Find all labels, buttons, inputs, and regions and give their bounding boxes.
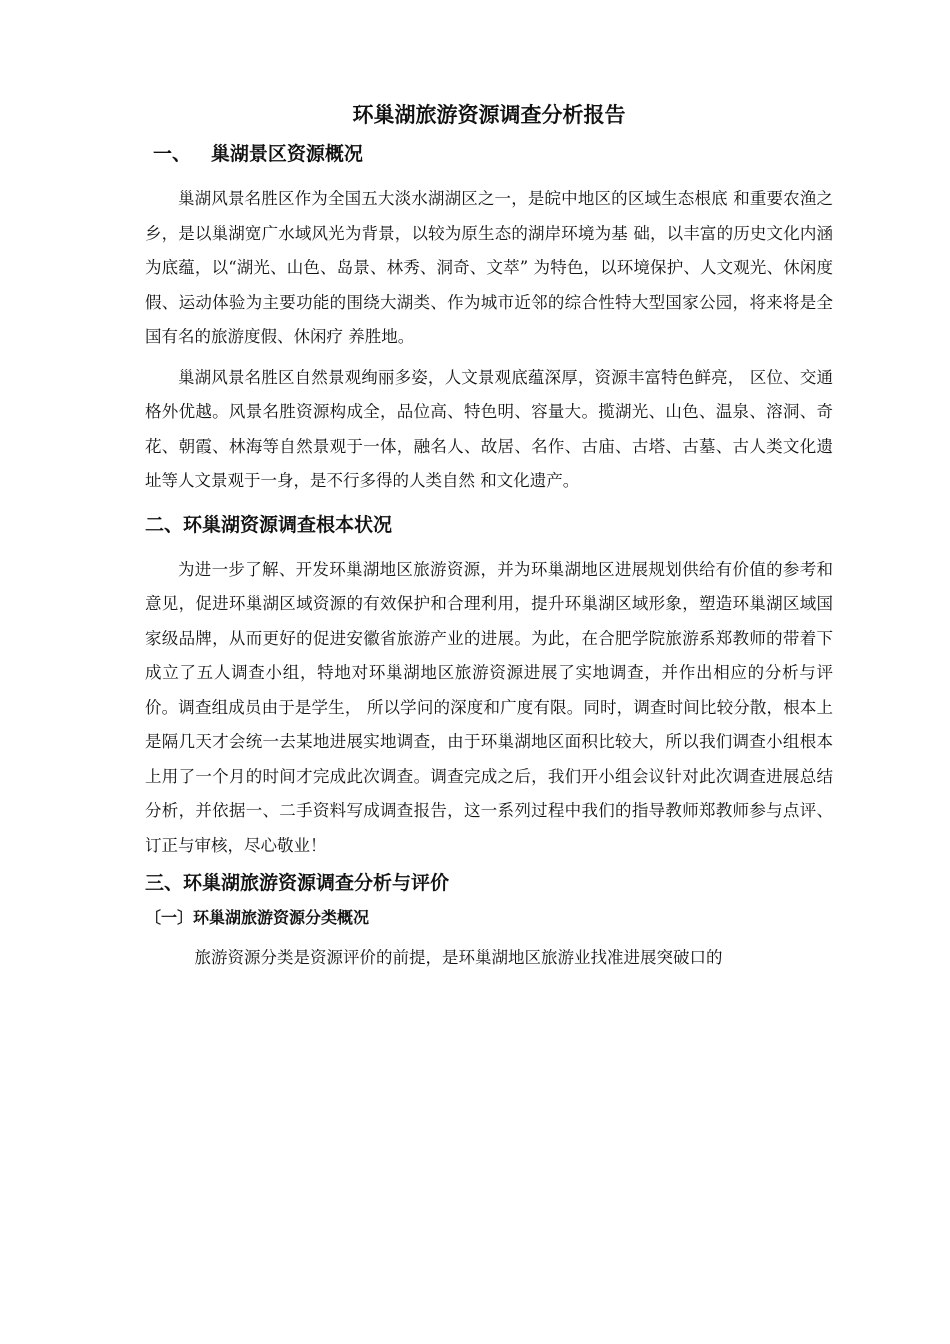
paragraph-3-1: 旅游资源分类是资源评价的前提，是环巢湖地区旅游业找准进展突破口的 — [194, 948, 723, 967]
paragraph-1-1: 巢湖风景名胜区作为全国五大淡水湖湖区之一，是皖中地区的区域生态根底 和重要农渔之乡，是以巢湖宽广水域风光为背景，以较为原生态的湖岸环境为基 础，以丰富的历史文化内涵为底蕴，以“湖光、山色、岛景、林秀、洞奇、文萃” 为特色，以环境保护、人文观光、休闲度假、运动体验为主要功能的围绕大湖类、作为城市近邻的综合性特大型国家公园，将来将是全国有名的旅游度假、休闲疗 养胜地。 — [145, 189, 833, 346]
document-title: 环巢湖旅游资源调查分析报告 — [352, 103, 626, 127]
document-page — [145, 100, 833, 982]
section-heading-1: 一、 巢湖景区资源概况 — [153, 143, 363, 165]
section-heading-3: 三、环巢湖旅游资源调查分析与评价 — [145, 872, 450, 894]
section-heading-2: 二、环巢湖资源调查根本状况 — [145, 513, 393, 536]
paragraph-1-2: 巢湖风景名胜区自然景观绚丽多姿，人文景观底蕴深厚，资源丰富特色鲜亮， 区位、交通格外优越。风景名胜资源构成全，品位高、特色明、容量大。揽湖光、山色、温泉、溶洞、奇花、朝霞、林海等自然景观于一体，融名人、故居、名作、古庙、古塔、古墓、古人类文化遗址等人文景观于一身，是不行多得的人类自然 和文化遗产。 — [145, 367, 833, 490]
subsection-heading-3-1: 〔一〕环巢湖旅游资源分类概况 — [145, 908, 370, 927]
paragraph-2-1: 为进一步了解、开发环巢湖地区旅游资源，并为环巢湖地区进展规划供给有价值的参考和意见，促进环巢湖区域资源的有效保护和合理利用，提升环巢湖区域形象，塑造环巢湖区域国家级品牌，从而更好的促进安徽省旅游产业的进展。为此，在合肥学院旅游系郑教师的带着下成立了五人调查小组，特地对环巢湖地区旅游资源进展了实地调查，并作出相应的分析与评价。调查组成员由于是学生， 所以学问的深度和广度有限。同时，调查时间比较分散，根本上是隔几天才会统一去某地进展实地调查，由于环巢湖地区面积比较大，所以我们调查小组根本上用了一个月的时间才完成此次调查。调查完成之后，我们开小组会议针对此次调查进展总结分析，并依据一、二手资料写成调查报告，这一系列过程中我们的指导教师郑教师参与点评、订正与审核，尽心敬业！ — [145, 559, 833, 855]
